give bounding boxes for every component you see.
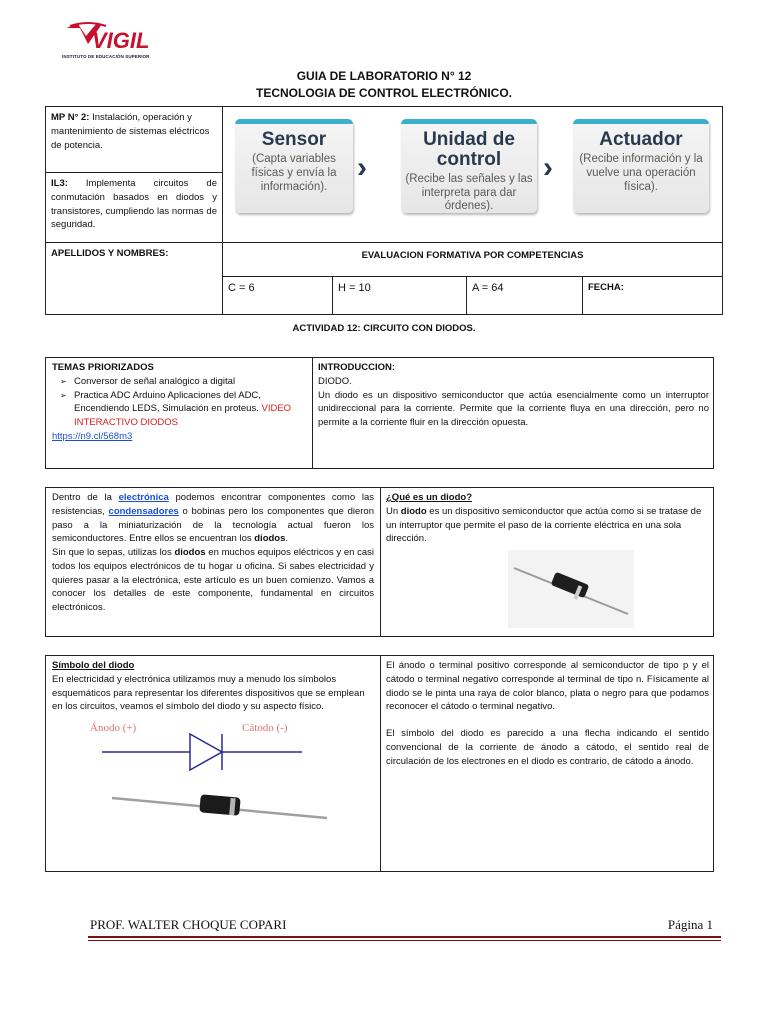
video-link[interactable]: https://n9.cl/568m3	[52, 430, 133, 442]
diode-symbol-illustration	[82, 720, 342, 832]
topics-column	[46, 358, 312, 447]
symbol-column	[46, 656, 380, 835]
diode-photo	[508, 550, 634, 628]
topic-item: ➢ Conversor de señal analógico a digital	[52, 375, 306, 389]
chevron-right-icon: ›	[543, 151, 553, 184]
anode-cathode-text: El ánodo o terminal positivo corresponde al semiconductor de tipo p y el cátodo o terminal negativo corresponde al terminal de tipo n. Físicamente al diodo se le pinta una raya de color blanco, plata o negro para que podamos reconocer el cátodo o terminal negativo.	[386, 660, 709, 713]
mp-cell: MP N° 2: Instalación, operación y mantenimiento de sistemas eléctricos de potencia.	[46, 107, 223, 173]
video-label: VIDEO INTERACTIVO DIODOS	[74, 403, 292, 429]
symbol-heading: Símbolo del diodo	[52, 660, 135, 671]
intro-text: Un diodo es un dispositivo semiconductor que actúa esencialmente como un interruptor unidireccional para la corriente. Permite que la corriente fluya en una dirección, pero no permite a la corriente fluir en la dirección opuesta.	[318, 389, 709, 429]
intro-column	[312, 358, 715, 433]
actuator-box	[573, 119, 709, 213]
anode-label: Ánodo (+)	[90, 722, 137, 735]
info-table	[45, 106, 723, 315]
flow-diagram-cell	[223, 107, 723, 243]
actuator-title: Actuador	[599, 129, 683, 150]
cathode-label: Cátodo (-)	[242, 722, 288, 735]
logo-subtitle: INSTITUTO DE EDUCACIÓN SUPERIOR	[62, 54, 150, 59]
flow-diagram	[223, 107, 722, 241]
footer-author: PROF. WALTER CHOQUE COPARI	[90, 917, 287, 932]
control-unit-box	[401, 119, 537, 213]
control-desc: (Recibe las señales y las interpreta para dar órdenes).	[405, 172, 533, 213]
footer-divider	[88, 940, 721, 941]
topic-item: ➢ Practica ADC Arduino Aplicaciones del ADC, Encendiendo LEDS, Simulación en proteus. VIDEO INTERACTIVO DIODOS	[52, 389, 306, 430]
guide-title: GUIA DE LABORATORIO N° 12	[296, 69, 472, 83]
page-number: Página 1	[667, 917, 713, 932]
names-cell: APELLIDOS Y NOMBRES:	[46, 243, 223, 315]
actuator-desc: (Recibe información y la vuelve una operación física).	[579, 152, 703, 193]
capacitors-link[interactable]: condensadores	[108, 505, 179, 517]
il-cell: IL3: Implementa circuitos de conmutación basados en diodos y transistores, cumpliendo las normas de seguridad.	[46, 173, 223, 243]
footer-divider	[88, 936, 721, 938]
diode-symbol-box	[45, 655, 714, 872]
institute-logo	[58, 22, 168, 64]
chevron-right-icon: ›	[357, 151, 367, 184]
sensor-title: Sensor	[261, 129, 327, 150]
intro-subtitle: DIODO.	[318, 375, 352, 387]
symbol-direction-text: El símbolo del diodo es parecido a una flecha indicando el sentido convencional de la corriente de ánodo a cátodo, el sentido real de circulación de los electrones en el diodo es contrario, de cátodo a ánodo.	[386, 728, 709, 767]
date-label: FECHA:	[583, 277, 723, 315]
logo-text: VIGIL	[92, 28, 150, 53]
control-title: Unidad de control	[423, 129, 515, 170]
what-is-diode-column: ¿Qué es un diodo? Un diodo es un dispositivo semiconductor que actúa como si se tratase de un interruptor que permite el paso de la corriente eléctrica en una sola dirección.	[380, 488, 715, 631]
topics-intro-box	[45, 357, 714, 469]
sensor-desc: (Capta variables físicas y envía la información).	[251, 152, 337, 193]
c-value: C = 6	[223, 277, 333, 315]
question-heading: ¿Qué es un diodo?	[386, 492, 473, 503]
topics-heading: TEMAS PRIORIZADOS	[52, 362, 154, 373]
diode-definition-box	[45, 487, 714, 637]
course-title: TECNOLOGIA DE CONTROL ELECTRÓNICO.	[255, 86, 512, 100]
a-value: A = 64	[467, 277, 583, 315]
electronics-column: Dentro de la electrónica podemos encontrar componentes como las resistencias, condensadores o bobinas pero los componentes que dieron paso a la miniaturización de la tecnología actual fueron los semiconductores. Entre ellos se encuentran los diodos. Sin que lo sepas, utilizas los diodos en muchos equipos eléctricos y en casi todos los equipos electrónicos de tu hogar u oficina. Si sabes electricidad y quieres pasar a la electrónica, este artículo es un buen comienzo. Vamos a conocer los detalles de este componente, fundamental en circuitos electrónicos.	[52, 492, 375, 614]
evaluation-label: EVALUACION FORMATIVA POR COMPETENCIAS	[223, 243, 723, 277]
sensor-box	[235, 119, 353, 213]
intro-heading: INTRODUCCION:	[318, 362, 396, 373]
h-value: H = 10	[333, 277, 467, 315]
symbol-text: En electricidad y electrónica utilizamos muy a menudo los símbolos esquemáticos para representar los diferentes dispositivos que se emplean en los circuitos, veamos el símbolo del diodo y su aspecto físico.	[52, 673, 365, 713]
anode-cathode-column	[380, 656, 715, 771]
electronics-link[interactable]: electrónica	[118, 492, 169, 503]
activity-title: ACTIVIDAD 12: CIRCUITO CON DIODOS.	[292, 323, 476, 334]
